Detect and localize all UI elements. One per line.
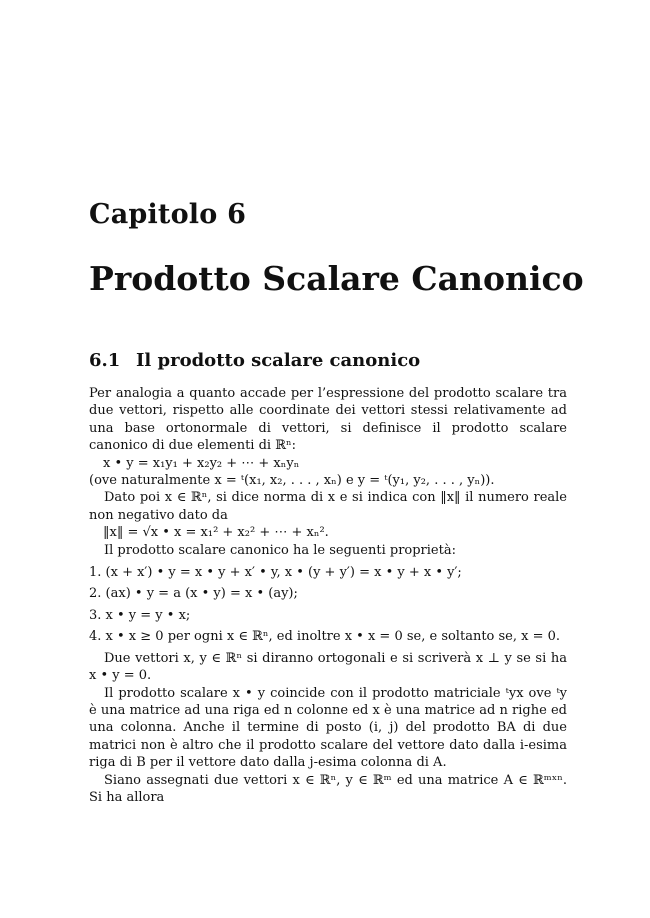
paragraph: Per analogia a quanto accade per l’espressione del prodotto scalare tra due vettori, rispetto alle coordinate dei vettori stessi relativamente ad una base ortonormale di vettori, si definisce il prodotto scalare canonico di due elementi di ℝⁿ: <box>89 386 567 454</box>
chapter-title: Prodotto Scalare Canonico <box>89 259 584 298</box>
paragraph: Siano assegnati due vettori x ∈ ℝⁿ, y ∈ ℝᵐ ed una matrice A ∈ ℝᵐˣⁿ. Si ha allora <box>89 772 567 805</box>
paragraph: Dato poi x ∈ ℝⁿ, si dice norma di x e si indica con ‖x‖ il numero reale non negativo dato da <box>89 490 567 523</box>
section-number: 6.1 <box>89 350 121 371</box>
paragraph: (ove naturalmente x = ᵗ(x₁, x₂, . . . , xₙ) e y = ᵗ(y₁, y₂, . . . , yₙ)). <box>89 473 495 489</box>
properties-list <box>89 564 567 646</box>
paragraph: Due vettori x, y ∈ ℝⁿ si diranno ortogonali e si scriverà x ⊥ y se si ha x • y = 0. <box>89 650 567 684</box>
section-heading <box>89 350 420 371</box>
dot-product-formula: x • y = x₁y₁ + x₂y₂ + ⋯ + xₙyₙ <box>103 455 300 471</box>
paragraph: Il prodotto scalare x • y coincide con il prodotto matriciale ᵗyx ove ᵗy è una matrice ad una riga ed n colonne ed x è una matrice ad n righe ed una colonna. Anche il termine di posto (i, j) del prodotto BA di due matrici non è altro che il prodotto scalare del vettore dato dalla i-esima riga di B per il vettore dato dalla j-esima colonna di A. <box>89 685 567 771</box>
list-item: 2. (ax) • y = a (x • y) = x • (ay); <box>89 586 298 602</box>
norm-formula: ‖x‖ = √x • x = x₁² + x₂² + ⋯ + xₙ². <box>103 525 329 541</box>
body-text <box>89 385 567 806</box>
section-title: Il prodotto scalare canonico <box>136 350 421 371</box>
list-item: 4. x • x ≥ 0 per ogni x ∈ ℝⁿ, ed inoltre x • x = 0 se, e soltanto se, x = 0. <box>89 629 561 645</box>
list-item: 1. (x + x′) • y = x • y + x′ • y, x • (y + y′) = x • y + x • y′; <box>89 565 462 581</box>
list-item: 3. x • y = y • x; <box>89 607 191 623</box>
chapter-heading: Capitolo 6 <box>89 199 247 230</box>
paragraph: Il prodotto scalare canonico ha le seguenti proprietà: <box>104 542 456 558</box>
